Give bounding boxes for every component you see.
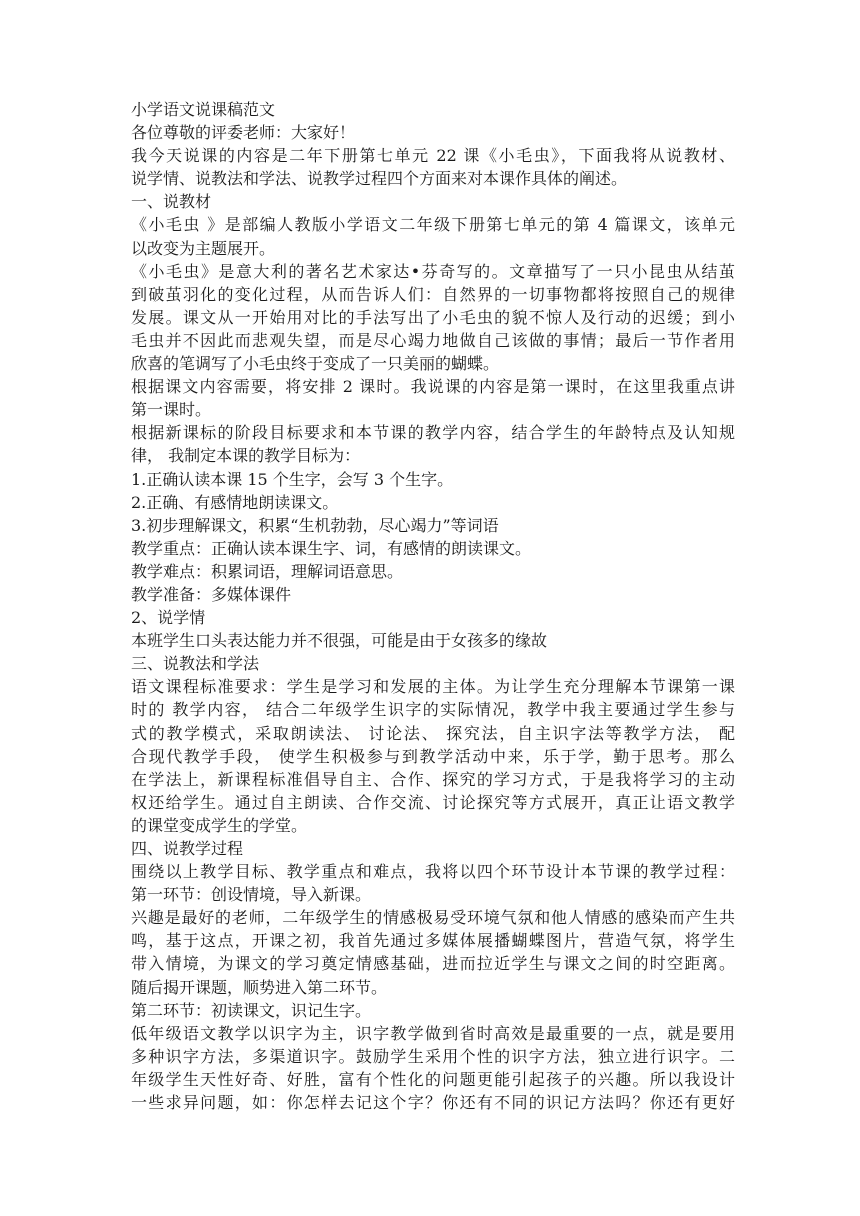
text-line: 说学情、说教法和学法、说教学过程四个方面来对本课作具体的阐述。 bbox=[131, 169, 628, 189]
text-line: 多种识字方法，多渠道识字。鼓励学生采用个性的识字方法，独立进行识字。二 bbox=[131, 1046, 735, 1066]
text-line: 2、说学情 bbox=[131, 608, 206, 628]
text-line: 带入情境，为课文的学习奠定情感基础，进而拉近学生与课文之间的时空距离。 bbox=[131, 954, 735, 974]
text-line: 在学法上，新课程标准倡导自主、合作、探究的学习方式，于是我将学习的主动 bbox=[131, 769, 735, 789]
document-body bbox=[131, 98, 735, 1114]
text-line: 年级学生天性好奇、好胜，富有个性化的问题更能引起孩子的兴趣。所以我设计 bbox=[131, 1069, 735, 1089]
text-line: 教学难点：积累词语，理解词语意思。 bbox=[131, 561, 404, 581]
text-line: 一些求异问题，如：你怎样去记这个字？你还有不同的识记方法吗？你还有更好 bbox=[131, 1093, 735, 1113]
text-line: 根据课文内容需要，将安排 2 课时。我说课的内容是第一课时，在这里我重点讲 bbox=[131, 377, 735, 397]
text-line: 三、说教法和学法 bbox=[131, 654, 260, 674]
text-line: 时的 教学内容， 结合二年级学生识字的实际情况，教学中我主要通过学生参与 bbox=[131, 700, 735, 720]
text-line: 权还给学生。通过自主朗读、合作交流、讨论探究等方式展开，真正让语文教学 bbox=[131, 792, 735, 812]
text-line: 发展。课文从一开始用对比的手法写出了小毛虫的貌不惊人及行动的迟缓；到小 bbox=[131, 307, 735, 327]
text-line: 四、说教学过程 bbox=[131, 839, 244, 858]
text-line: 以改变为主题展开。 bbox=[131, 238, 276, 258]
text-line: 教学准备：多媒体课件 bbox=[131, 584, 292, 604]
text-line: 语文课程标准要求：学生是学习和发展的主体。为让学生充分理解本节课第一课 bbox=[131, 677, 735, 697]
text-line: 欣喜的笔调写了小毛虫终于变成了一只美丽的蝴蝶。 bbox=[131, 354, 500, 374]
text-line: 鸣，基于这点，开课之初，我首先通过多媒体展播蝴蝶图片，营造气氛，将学生 bbox=[131, 931, 735, 951]
text-line: 围绕以上教学目标、教学重点和难点，我将以四个环节设计本节课的教学过程： bbox=[131, 862, 735, 882]
text-line: 1.正确认读本课 15 个生字，会写 3 个生字。 bbox=[131, 469, 454, 489]
text-line: 合现代教学手段， 使学生积极参与到教学活动中来，乐于学，勤于思考。那么 bbox=[131, 746, 735, 766]
document-title: 小学语文说课稿范文 bbox=[131, 100, 276, 119]
text-line: 毛虫并不因此而悲观失望，而是尽心竭力地做自己该做的事情；最后一节作者用 bbox=[131, 330, 735, 350]
text-line: 一、说教材 bbox=[131, 192, 212, 212]
text-line: 兴趣是最好的老师，二年级学生的情感极易受环境气氛和他人情感的感染而产生共 bbox=[131, 908, 735, 928]
text-line: 本班学生口头表达能力并不很强，可能是由于女孩多的缘故 bbox=[131, 631, 548, 651]
text-line: 式的教学模式，采取朗读法、 讨论法、 探究法，自主识字法等教学方法， 配 bbox=[131, 723, 735, 743]
text-line: 低年级语文教学以识字为主，识字教学做到省时高效是最重要的一点，就是要用 bbox=[131, 1023, 735, 1043]
text-line: 第一课时。 bbox=[131, 400, 212, 420]
text-line: 第二环节：初读课文，识记生字。 bbox=[131, 1000, 372, 1020]
text-line: 我今天说课的内容是二年下册第七单元 22 课《小毛虫》，下面我将从说教材、 bbox=[131, 146, 735, 166]
text-line: 根据新课标的阶段目标要求和本节课的教学内容，结合学生的年龄特点及认知规 bbox=[131, 423, 735, 443]
text-line: 各位尊敬的评委老师：大家好！ bbox=[131, 123, 356, 143]
text-line: 2.正确、有感情地朗读课文。 bbox=[131, 492, 339, 512]
text-line: 律， 我制定本课的教学目标为： bbox=[131, 446, 361, 466]
text-line: 到破茧羽化的变化过程，从而告诉人们：自然界的一切事物都将按照自己的规律 bbox=[131, 284, 735, 304]
text-line: 3.初步理解课文，积累“生机勃勃，尽心竭力”等词语 bbox=[131, 515, 499, 535]
text-line: 第一环节：创设情境，导入新课。 bbox=[131, 885, 372, 905]
text-line: 的课堂变成学生的学堂。 bbox=[131, 815, 308, 835]
text-line: 教学重点：正确认读本课生字、词，有感情的朗读课文。 bbox=[131, 538, 532, 558]
text-line: 《小毛虫 》是部编人教版小学语文二年级下册第七单元的第 4 篇课文，该单元 bbox=[131, 215, 735, 235]
text-line: 随后揭开课题，顺势进入第二环节。 bbox=[131, 977, 388, 997]
text-line: 《小毛虫》是意大利的著名艺术家达•芬奇写的。文章描写了一只小昆虫从结茧 bbox=[131, 261, 735, 281]
